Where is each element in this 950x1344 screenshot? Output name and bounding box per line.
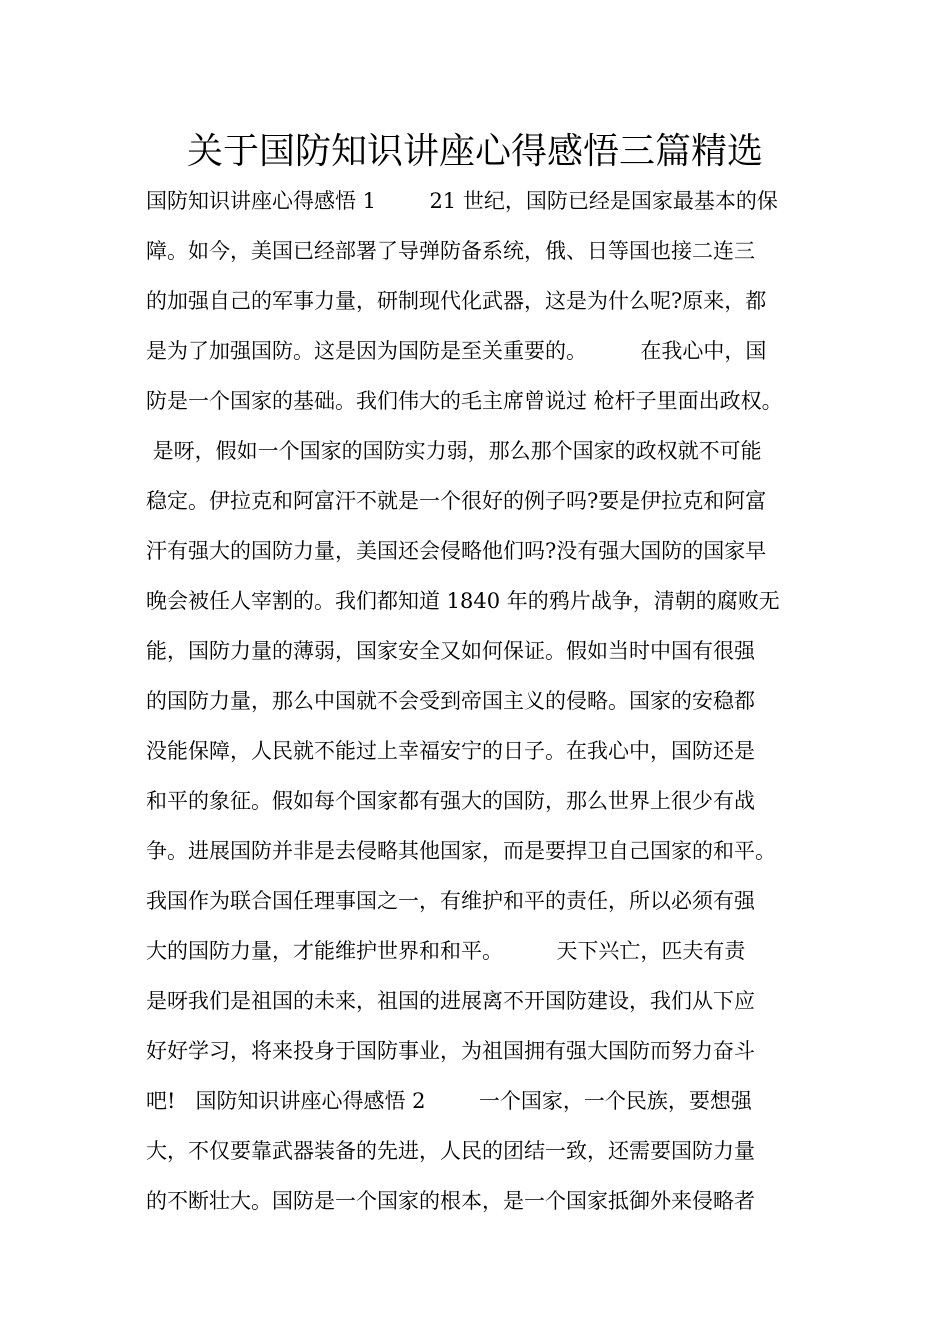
body-line: 是为了加强国防。这是因为国防是至关重要的。 在我心中，国	[146, 339, 767, 363]
body-line: 吧! 国防知识讲座心得感悟 2 一个国家，一个民族，要想强	[146, 1089, 752, 1113]
document-body	[146, 180, 826, 1230]
body-line: 能，国防力量的薄弱，国家安全又如何保证。假如当时中国有很强	[146, 639, 755, 663]
body-line: 防是一个国家的基础。我们伟大的毛主席曾说过 枪杆子里面出政权。	[146, 389, 783, 413]
body-line: 晚会被任人宰割的。我们都知道 1840 年的鸦片战争，清朝的腐败无	[146, 589, 780, 613]
body-line: 的国防力量，那么中国就不会受到帝国主义的侵略。国家的安稳都	[146, 689, 755, 713]
body-line: 障。如今，美国已经部署了导弹防备系统，俄、日等国也接二连三	[146, 239, 755, 263]
body-line: 稳定。伊拉克和阿富汗不就是一个很好的例子吗?要是伊拉克和阿富	[146, 489, 767, 513]
body-line: 汗有强大的国防力量，美国还会侵略他们吗?没有强大国防的国家早	[146, 539, 767, 563]
body-line: 大，不仅要靠武器装备的先进，人民的团结一致，还需要国防力量	[146, 1139, 755, 1163]
body-line: 国防知识讲座心得感悟 1 21 世纪，国防已经是国家最基本的保	[146, 189, 778, 213]
body-line: 的加强自己的军事力量，研制现代化武器，这是为什么呢?原来，都	[146, 289, 767, 313]
body-line: 和平的象征。假如每个国家都有强大的国防，那么世界上很少有战	[146, 789, 755, 813]
body-line: 我国作为联合国任理事国之一，有维护和平的责任，所以必须有强	[146, 889, 755, 913]
body-line: 争。进展国防并非是去侵略其他国家，而是要捍卫自己国家的和平。	[146, 839, 776, 863]
body-line: 没能保障，人民就不能过上幸福安宁的日子。在我心中，国防还是	[146, 739, 755, 763]
document-title: 关于国防知识讲座心得感悟三篇精选	[186, 131, 763, 172]
body-line: 是呀，假如一个国家的国防实力弱，那么那个国家的政权就不可能	[146, 439, 762, 463]
body-line: 是呀我们是祖国的未来，祖国的进展离不开国防建设，我们从下应	[146, 989, 755, 1013]
body-line: 的不断壮大。国防是一个国家的根本，是一个国家抵御外来侵略者	[146, 1189, 755, 1213]
body-line: 好好学习，将来投身于国防事业，为祖国拥有强大国防而努力奋斗	[146, 1039, 755, 1063]
body-line: 大的国防力量，才能维护世界和和平。 天下兴亡，匹夫有责	[146, 939, 746, 963]
